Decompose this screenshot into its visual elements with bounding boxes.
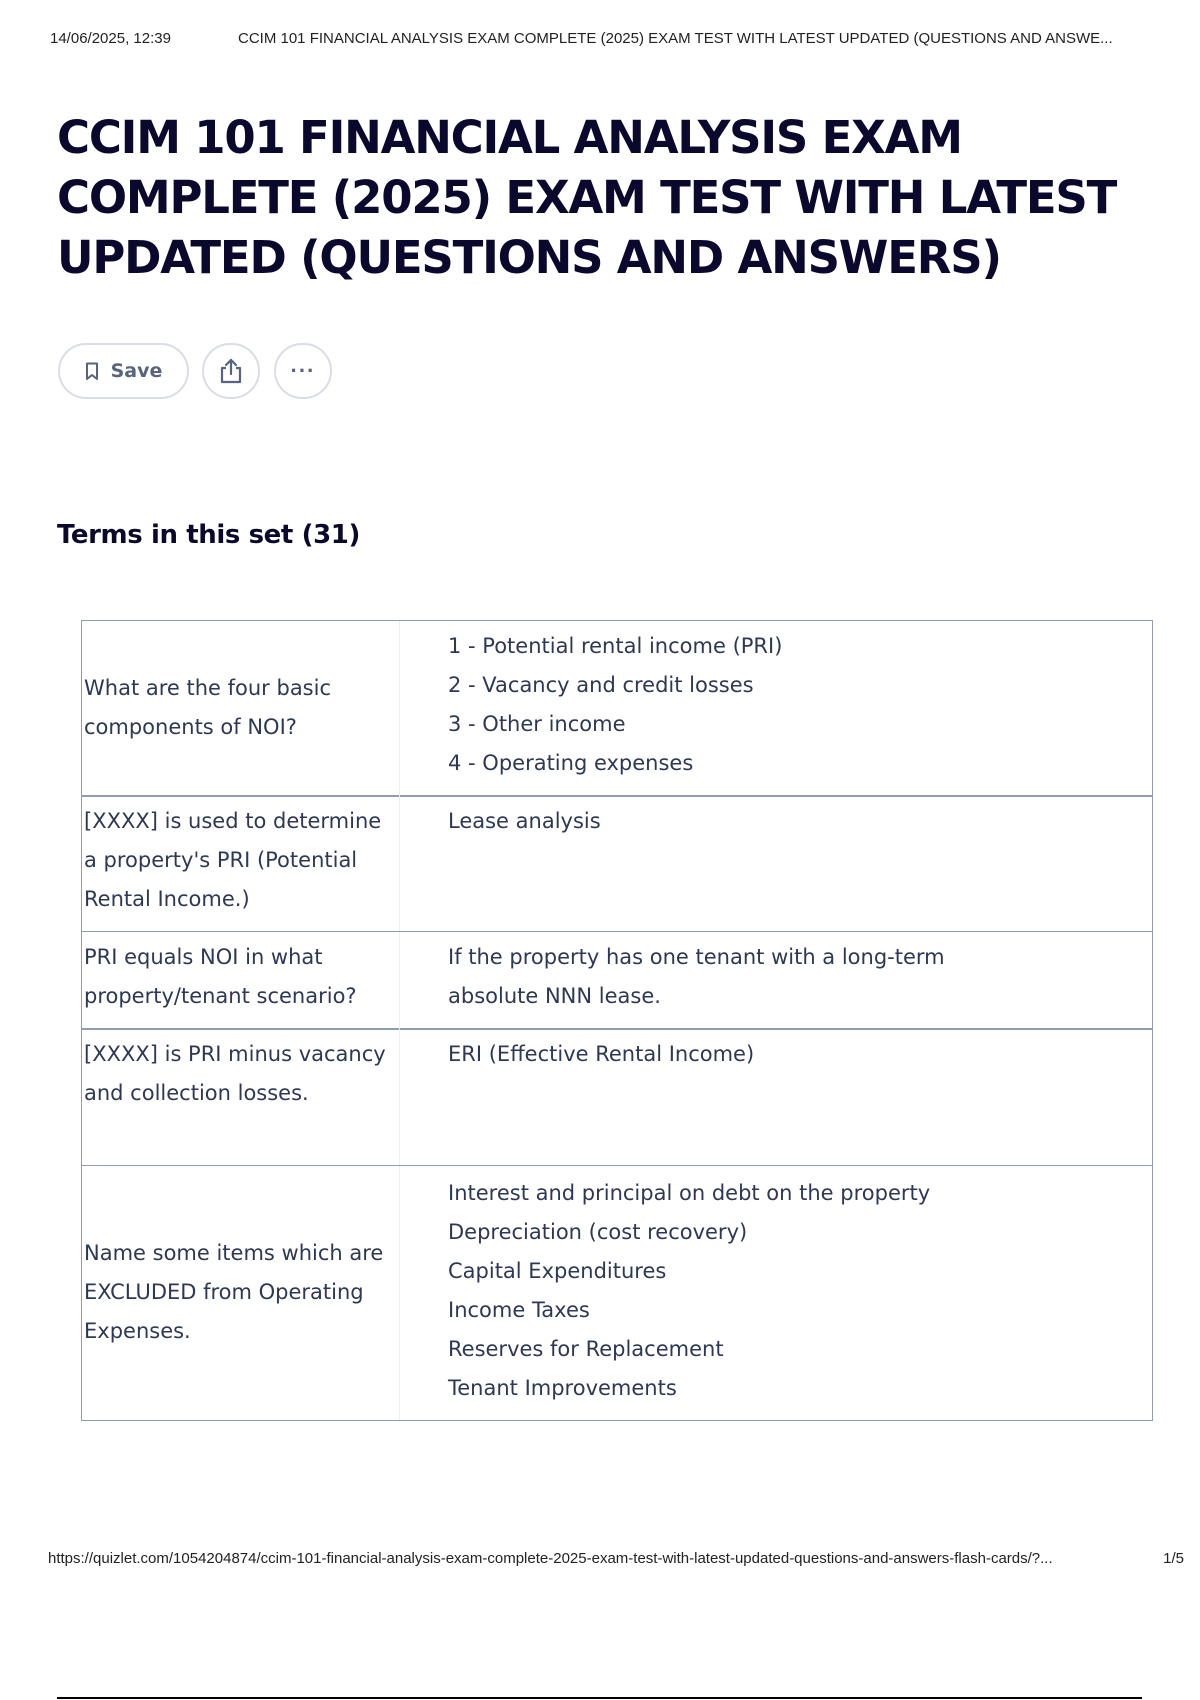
- save-label: Save: [110, 360, 163, 382]
- card-definition: [400, 1029, 1152, 1165]
- card-definition: [400, 932, 1152, 1029]
- card-definition: [400, 621, 1152, 796]
- more-icon: ···: [290, 358, 316, 383]
- page-title: CCIM 101 FINANCIAL ANALYSIS EXAM COMPLETE (2025) EXAM TEST WITH LATEST UPDATED (QUESTIONS AND ANSWERS): [57, 111, 1117, 284]
- definition-line: Depreciation (cost recovery): [448, 1219, 748, 1244]
- page-url: https://quizlet.com/1054204874/ccim-101-financial-analysis-exam-complete-2025-exam-test-with-latest-updated-questions-and-answers-flash-cards/?...: [48, 1550, 1053, 1567]
- terms-table: [81, 621, 1153, 1421]
- print-footer: [48, 1550, 1184, 1570]
- definition-line: Reserves for Replacement: [448, 1336, 724, 1361]
- card-term: Name some items which are EXCLUDED from Operating Expenses.: [82, 1166, 400, 1420]
- card-term: PRI equals NOI in what property/tenant scenario?: [82, 932, 400, 1029]
- definition-line: 1 - Potential rental income (PRI): [448, 633, 783, 658]
- print-doc-title: CCIM 101 FINANCIAL ANALYSIS EXAM COMPLETE (2025) EXAM TEST WITH LATEST UPDATED (QUESTIONS AND ANSWE...: [238, 30, 1113, 47]
- more-options-button[interactable]: [274, 343, 332, 399]
- term-card: [81, 1165, 1153, 1421]
- page-number: 1/5: [1163, 1550, 1184, 1567]
- terms-heading: Terms in this set (31): [57, 520, 360, 550]
- term-card: [81, 1028, 1153, 1166]
- bookmark-icon: [85, 362, 99, 381]
- definition-line: 4 - Operating expenses: [448, 750, 694, 775]
- print-header: [50, 30, 1182, 50]
- print-date: 14/06/2025, 12:39: [50, 30, 171, 47]
- card-term: [XXXX] is PRI minus vacancy and collection losses.: [82, 1029, 400, 1165]
- definition-line: absolute NNN lease.: [448, 983, 661, 1008]
- definition-line: Income Taxes: [448, 1297, 590, 1322]
- card-term: What are the four basic components of NOI?: [82, 621, 400, 796]
- definition-line: Capital Expenditures: [448, 1258, 667, 1283]
- term-card: [81, 795, 1153, 932]
- card-definition: [400, 1166, 1152, 1420]
- term-card: [81, 620, 1153, 797]
- share-button[interactable]: [202, 343, 260, 399]
- divider: [57, 1697, 1142, 1699]
- save-button[interactable]: [58, 343, 189, 399]
- definition-line: Interest and principal on debt on the property: [448, 1180, 931, 1205]
- card-definition: [400, 796, 1152, 931]
- definition-line: Tenant Improvements: [448, 1375, 677, 1400]
- definition-line: If the property has one tenant with a long-term: [448, 944, 945, 969]
- definition-line: 2 - Vacancy and credit losses: [448, 672, 754, 697]
- term-card: [81, 931, 1153, 1030]
- definition-line: 3 - Other income: [448, 711, 626, 736]
- definition-line: ERI (Effective Rental Income): [448, 1042, 755, 1066]
- definition-line: Lease analysis: [448, 809, 601, 833]
- share-icon: [218, 357, 244, 385]
- card-term: [XXXX] is used to determine a property's PRI (Potential Rental Income.): [82, 796, 400, 931]
